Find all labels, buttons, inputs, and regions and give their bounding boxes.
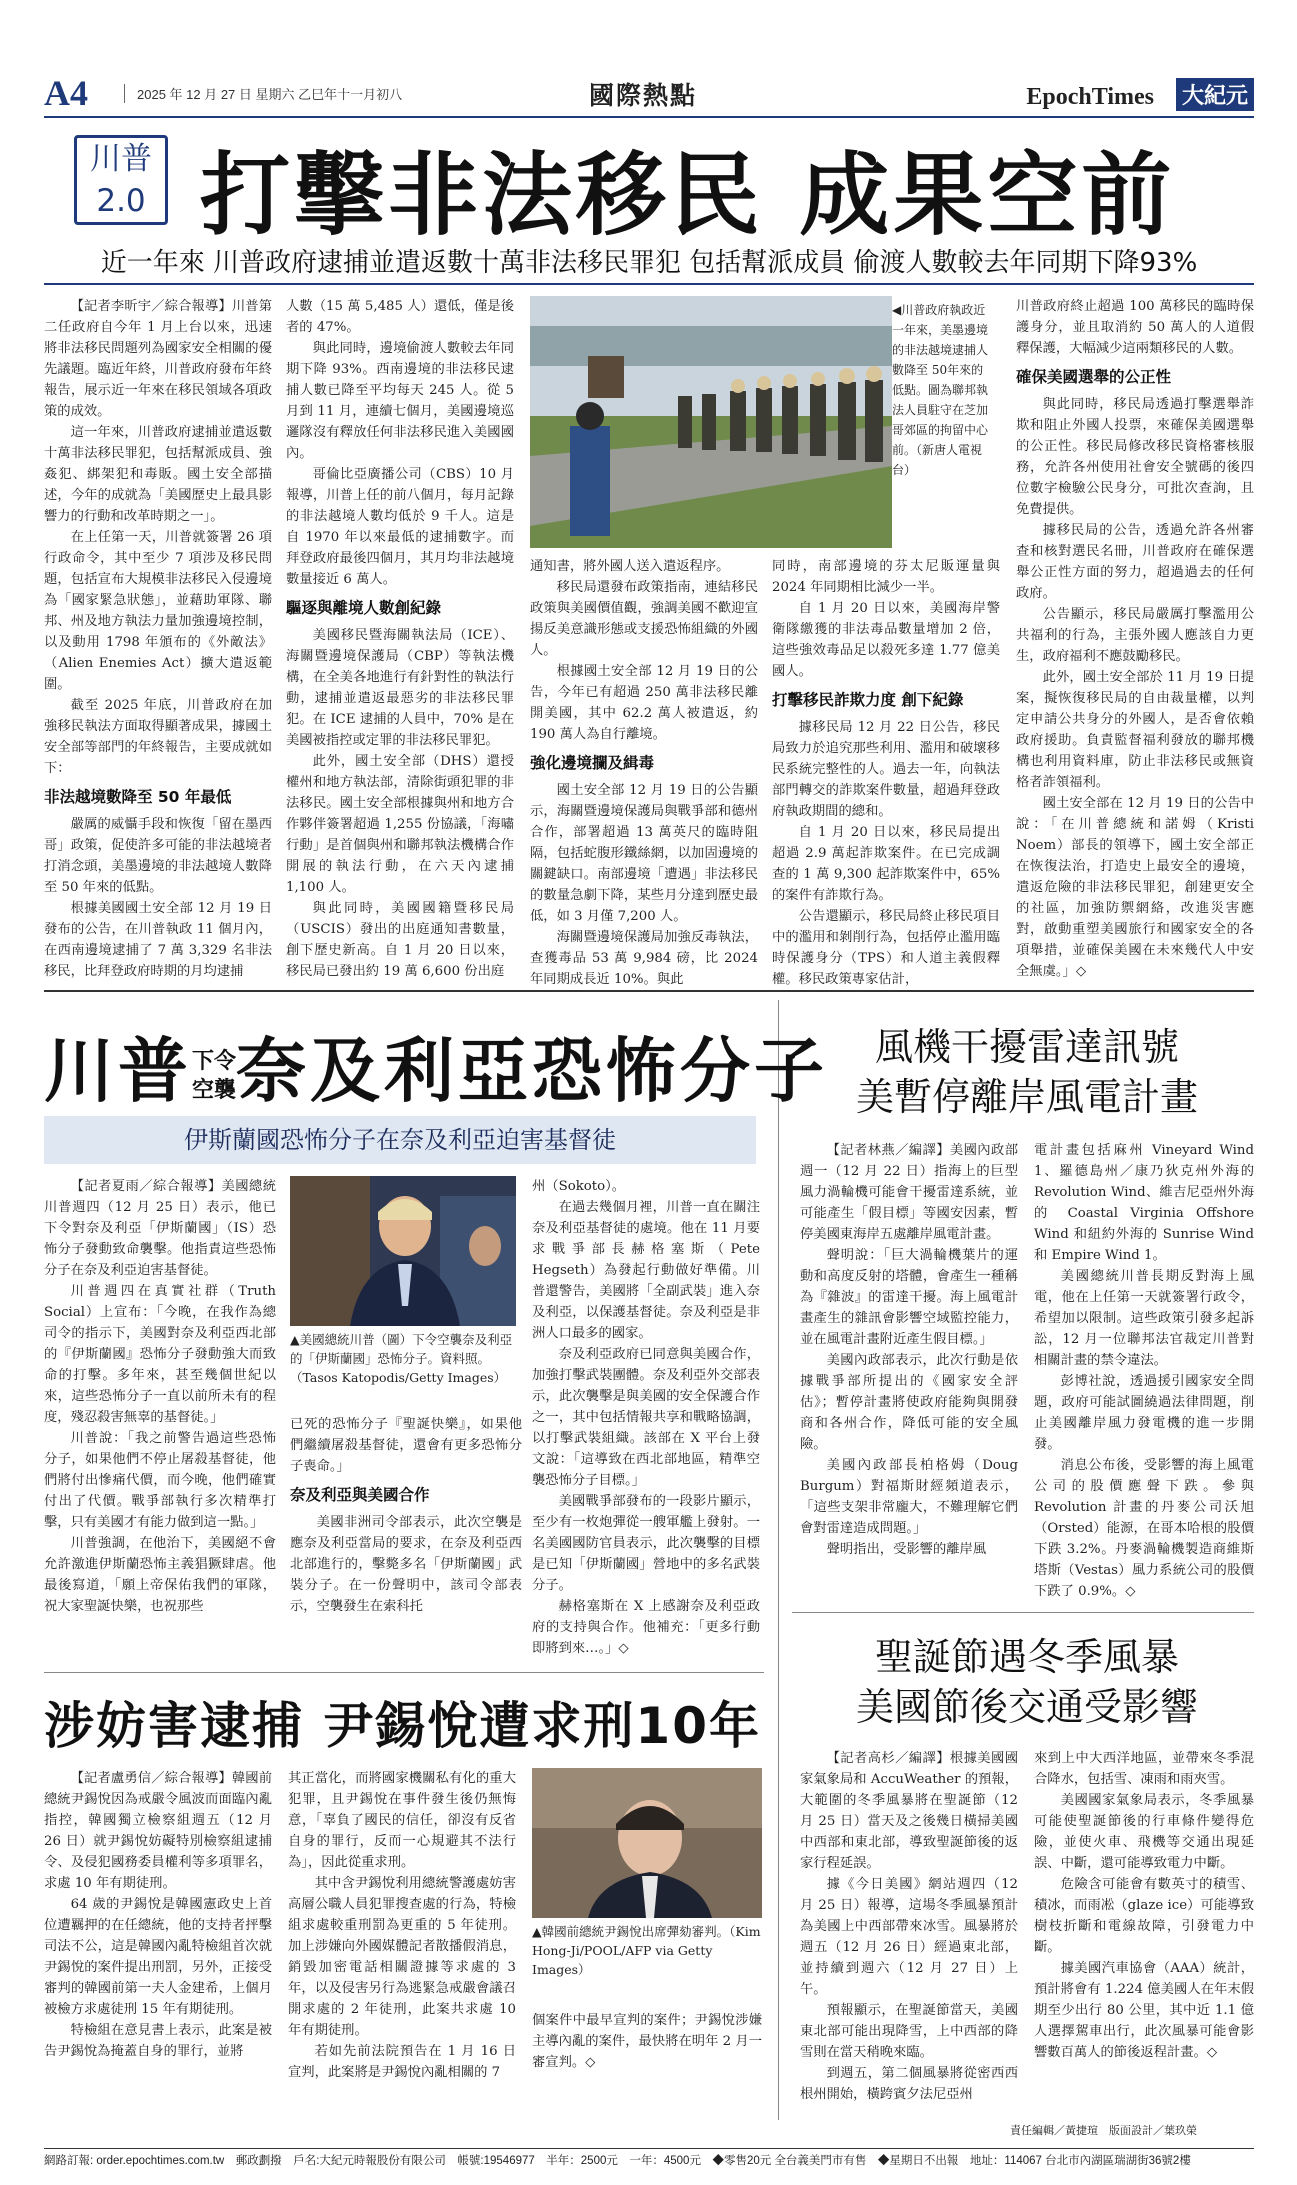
headline-stack	[192, 1047, 236, 1105]
issue-date: 2025 年 12 月 27 日 星期六 乙巳年十一月初八	[124, 84, 402, 103]
headline-line: 美暫停離岸風電計畫	[855, 1075, 1198, 1119]
headline-line: 風機干擾雷達訊號	[874, 1025, 1179, 1069]
nigeria-subhead: 伊斯蘭國恐怖分子在奈及利亞迫害基督徒	[44, 1116, 756, 1164]
paragraph: 美國非洲司令部表示，此次空襲是應奈及利亞當局的要求，在奈及利亞西北部進行的，擊斃多名「伊斯蘭國」武裝分子。在一份聲明中，該司令部表示，空襲發生在索科托	[290, 1515, 522, 1614]
paragraph: 同時，南部邊境的芬太尼販運量與 2024 年同期相比減少一半。	[772, 559, 1000, 595]
paragraph: 其正當化，而將國家機關私有化的重大犯罪，且尹錫悅在事件發生後仍無悔意，「辜負了國民的信任，卻沒有反省自身的罪行，反而一心規避其不法行為」，因此從重求刑。	[288, 1771, 516, 1870]
paragraph: 與此同時，邊境偷渡人數較去年同期下降 93%。西南邊境的非法移民逮捕人數已降至平均每天 245 人。從 5 月到 11 月，連續七個月，美國邊境巡邏隊沒有釋放任何非法移民進入美國國內。	[286, 341, 514, 461]
lead-column-1	[44, 296, 272, 979]
stack-word: 空襲	[192, 1077, 237, 1103]
paragraph: 在過去幾個月裡，川普一直在關注奈及利亞基督徒的處境。他在 11 月要求戰爭部長赫格塞斯（Pete Hegseth）為發起行動做好準備。川普還警告，美國將「全副武裝」進入奈及利亞，以保護基督徒。奈及利亞是非洲人口最多的國家。	[532, 1200, 760, 1341]
yoon-photo	[532, 1768, 762, 1918]
nigeria-column-2	[290, 1414, 522, 1664]
lead-column-2	[286, 296, 514, 979]
paragraph: 據美國汽車協會（AAA）統計，預計將會有 1.224 億美國人在年末假期至少出行 80 公里，其中近 1.1 億人選擇駕車出行，此次風暴可能會影響數百萬人的節後返程計畫。◇	[1034, 1961, 1254, 2060]
paragraph: 據移民局的公告，透過允許各州審查和核對選民名冊，川普政府在確保選舉公正性方面的努力，超過過去的任何政府。	[1016, 523, 1254, 601]
wind-headline	[800, 1022, 1254, 1122]
paragraph: 美國內政部長柏格姆（Doug Burgum）對福斯財經頻道表示，「這些支架非常龐大，不難理解它們會對雷達造成問題。」	[800, 1458, 1018, 1536]
paragraph: 通知書，將外國人送入遣返程序。	[530, 559, 730, 574]
paragraph: 危險含可能會有數英寸的積雪、積冰，而雨凇（glaze ice）可能導致樹枝折斷和電線故障，引發電力中斷。	[1034, 1877, 1254, 1955]
paragraph: 美國國家氣象局表示，冬季風暴可能使聖誕節後的行車條件變得危險，並使火車、飛機等交通出現延誤、中斷，還可能導致電力中斷。	[1034, 1793, 1254, 1871]
paragraph: 川普強調，在他治下，美國絕不會允許激進伊斯蘭恐怖主義猖獗肆虐。他最後寫道，「願上帝保佑我們的軍隊，祝大家聖誕快樂，也祝那些	[44, 1536, 276, 1614]
paragraph: 移民局還發布政策指南，連結移民政策與美國價值觀，強調美國不歡迎宣揚反美意識形態或支援恐怖組織的外國人。	[530, 580, 758, 658]
logo-badge: 大紀元	[1176, 78, 1254, 111]
paragraph: 國土安全部在 12 月 19 日的公告中說：「在川普總統和諾姆（Kristi Noem）部長的領導下，國土安全部正在恢復法治，打造史上最安全的邊境，遣返危險的非法移民罪犯，創建更安全的社區，加強防禦網絡，改進災害應對，啟動重塑美國旅行和國家安全的各項舉措，並確保美國在未來幾代人中安全無虞。」◇	[1016, 796, 1254, 979]
headline-part: 奈及利亞恐怖分子	[236, 1030, 829, 1112]
yoon-column-3	[532, 2010, 762, 2120]
lead-column-4	[772, 556, 1000, 987]
paragraph: 據《今日美國》網站週四（12 月 25 日）報導，這場冬季風暴預計為美國上中西部帶來冰雪。風暴將於週五（12 月 26 日）經過東北部，並持續到週六（12 月 27 日）上午。	[800, 1877, 1018, 1997]
yoon-column-2	[288, 1768, 516, 2120]
divider	[44, 1672, 764, 1673]
paragraph: 【記者李昕宇／綜合報導】川普第二任政府自今年 1 月上台以來，迅速將非法移民問題列為國家安全相關的優先議題。臨近年終，川普政府發布年終報告，展示近一年來在移民領域各項政策的成效。	[44, 299, 272, 419]
paragraph: 與此同時，移民局透過打擊選舉詐欺和阻止外國人投票，來確保美國選舉的公正性。移民局修改移民資格審核服務，允許各州使用社會安全號碼的後四位數字檢驗公民身分，可批次查詢，且免費提供。	[1016, 397, 1254, 517]
subheading: 確保美國選舉的公正性	[1016, 368, 1172, 386]
storm-headline	[800, 1632, 1254, 1732]
paragraph: 此外，國土安全部（DHS）還授權州和地方執法部，清除街頭犯罪的非法移民。國土安全部根據與州和地方合作夥伴簽署超過 1,255 份協議，「海嘯行動」是首個與州和聯邦執法機構合作開展的執法行動，在六天內逮捕 1,100 人。	[286, 754, 514, 895]
paragraph: 【記者夏雨／綜合報導】美國總統川普週四（12 月 25 日）表示，他已下令對奈及利亞「伊斯蘭國」（IS）恐怖分子發動致命襲擊。他指責這些恐怖分子在奈及利亞迫害基督徒。	[44, 1179, 276, 1278]
paragraph: 美國總統川普長期反對海上風電，他在上任第一天就簽署行政令，希望加以限制。這些政策引發多起訴訟，12 月一位聯邦法官裁定川普對相關計畫的禁令違法。	[1034, 1269, 1254, 1368]
lead-photo-caption: ◀川普政府執政近一年來，美墨邊境的非法越境逮捕人數降至 50年來的低點。圖為聯邦執法人員駐守在芝加哥郊區的拘留中心前。（新唐人電視台）	[892, 303, 989, 477]
logo-text: EpochTimes	[1026, 84, 1154, 110]
headline-line: 聖誕節遇冬季風暴	[874, 1635, 1179, 1679]
wind-column-1	[800, 1140, 1018, 1600]
paragraph: 其中含尹錫悅利用總統警護處妨害高層公職人員犯罪搜查處的行為，特檢組求處較重刑罰為更重的 5 年徒刑。加上涉嫌向外國媒體記者散播假消息，銷毀加密電話相關證據等求處的 3 年，以及侵害另行為逃緊急戒嚴會議召開求處的 2 年徒刑，此案共求處 10 年有期徒刑。	[288, 1876, 516, 2038]
paragraph: 根據國土安全部 12 月 19 日的公告，今年已有超過 250 萬非法移民離開美國，其中 62.2 萬人被遣返，約 190 萬人為自行離境。	[530, 664, 758, 742]
series-tag	[74, 135, 168, 225]
storm-column-2	[1034, 1748, 1254, 2120]
paragraph: 聲明指出，受影響的離岸風	[826, 1542, 987, 1557]
lead-subhead: 近一年來 川普政府逮捕並遣返數十萬非法移民罪犯 包括幫派成員 偷渡人數較去年同期下降93%	[100, 248, 1198, 278]
paragraph: 海關暨邊境保護局加強反毒執法，查獲毒品 53 萬 9,984 磅，比 2024 年同期成長近 10%。與此	[530, 930, 758, 987]
paragraph: 公告還顯示，移民局終止移民項目中的濫用和剝削行為，包括停止濫用臨時保護身分（TPS）和人道主義假釋權。移民政策專家估計，	[772, 909, 1000, 987]
paragraph: 美國戰爭部發布的一段影片顯示，至少有一枚炮彈從一艘軍艦上發射。一名美國國防官員表示，此次襲擊的目標是已知「伊斯蘭國」營地中的多名武裝分子。	[532, 1494, 760, 1593]
lead-column-5	[1016, 296, 1254, 979]
series-tag-line2: 2.0	[96, 183, 146, 219]
nigeria-column-3	[532, 1176, 760, 1664]
paragraph: 到週五，第二個風暴將從密西西根州開始，橫跨賓夕法尼亞州	[800, 2066, 1018, 2102]
yoon-column-1	[44, 1768, 272, 2120]
storm-column-1	[800, 1748, 1018, 2120]
paragraph: 聲明說：「巨大渦輪機葉片的運動和高度反射的塔體，會產生一種稱為『雜波』的雷達干擾。海上風電計畫產生的雜訊會影響空域監控能力，並在風電計畫附近產生假目標。」	[800, 1248, 1018, 1347]
headline-part: 川普	[44, 1030, 192, 1112]
editor-credit: 責任編輯／黃捷瑄 版面設計／葉玖榮	[1010, 2125, 1197, 2137]
section-title: 國際熱點	[589, 81, 698, 110]
divider	[44, 283, 1254, 285]
divider	[44, 990, 1254, 992]
paragraph: 赫格塞斯在 X 上感謝奈及利亞政府的支持與合作。他補充：「更多行動即將到來…。」◇	[532, 1599, 760, 1656]
paragraph: 特檢組在意見書上表示，此案是被告尹錫悅為掩蓋自身的罪行，並將	[44, 2023, 272, 2059]
column-divider	[778, 1000, 779, 2120]
paragraph: 公告顯示，移民局嚴厲打擊濫用公共福利的行為，主張外國人應該自力更生，政府福利不應鼓勵移民。	[1016, 607, 1254, 664]
nigeria-headline	[44, 1015, 828, 1116]
paragraph: 國土安全部 12 月 19 日的公告顯示，海關暨邊境保護局與戰爭部和德州合作，部署超過 13 萬英尺的臨時阻隔，包括蛇腹形鐵絲網，以加固邊境的關鍵缺口。南部邊境「遭遇」非法移民的數量急劇下降，某些月分達到歷史最低，如 3 月僅 7,200 人。	[530, 783, 758, 924]
nigeria-column-1	[44, 1176, 276, 1664]
paragraph: 嚴厲的威懾手段和恢復「留在墨西哥」政策，促使許多可能的非法越境者打消念頭，美墨邊境的非法越境人數降至 50 年來的低點。	[44, 817, 272, 895]
paragraph: 電計畫包括麻州 Vineyard Wind 1、羅德島州／康乃狄克州外海的 Revolution Wind、維吉尼亞州外海的 Coastal Virginia Offshore Wind 和紐約外海的 Sunrise Wind 和 Empire Wind 1。	[1034, 1143, 1254, 1263]
border-patrol-photo	[530, 296, 892, 548]
trump-photo-caption: ▲美國總統川普（圖）下令空襲奈及利亞的「伊斯蘭國」恐怖分子。資料照。（Tasos Katopodis/Getty Images）	[290, 1332, 513, 1385]
page-number: A4	[44, 73, 88, 113]
divider	[792, 1612, 1254, 1613]
subheading: 打擊移民詐欺力度 創下紀錄	[772, 691, 964, 709]
page-footer: 網路訂報: order.epochtimes.com.tw 郵政劃撥 戶名:大紀元時報股份有限公司 帳號:19546977 半年：2500元 一年：4500元 ◆零售20元 全台義美門市有售 ◆星期日不出報 地址：114067 台北市內湖區瑞湖街36號2樓	[44, 2148, 1254, 2172]
paragraph: 彭博社說，透過援引國家安全問題，政府可能試圖繞過法律問題，削止美國離岸風力發電機的進一步開發。	[1034, 1374, 1254, 1452]
paragraph: 人數（15 萬 5,485 人）還低，僅是後者的 47%。	[286, 299, 514, 335]
paragraph: 截至 2025 年底，川普政府在加強移民執法方面取得顯著成果，據國土安全部等部門的年終報告，主要成就如下：	[44, 698, 272, 776]
paragraph: 【記者林燕／編譯】美國內政部週一（12 月 22 日）指海上的巨型風力渦輪機可能會干擾雷達系統，並可能產生「假目標」等國安因素，暫停美國東海岸五處離岸風電計畫。	[800, 1143, 1018, 1242]
subheading: 驅逐與離境人數創紀錄	[286, 599, 442, 617]
paragraph: 【記者高杉／編譯】根據美國國家氣象局和 AccuWeather 的預報，大範圍的冬季風暴將在聖誕節（12 月 25 日）當天及之後幾日橫掃美國中西部和東北部，導致聖誕節後的返家行程延誤。	[800, 1751, 1018, 1871]
yoon-headline: 涉妨害逮捕 尹錫悅遭求刑10年	[44, 1697, 761, 1755]
lead-column-3	[530, 556, 758, 987]
paragraph: 與此同時，美國國籍暨移民局（USCIS）發出的出庭通知書數量，創下歷史新高。自 1 月 20 日以來，移民局已發出約 19 萬 6,600 份出庭	[286, 901, 514, 979]
paragraph: 若如先前法院預告在 1 月 16 日宣判，此案將是尹錫悅內亂相關的 7	[288, 2044, 516, 2080]
yoon-photo-caption: ▲韓國前總統尹錫悅出席彈劾審判。（Kim Hong-Ji/POOL/AFP via Getty Images）	[532, 1924, 761, 1977]
paragraph: 這一年來，川普政府逮捕並遣返數十萬非法移民罪犯，包括幫派成員、強姦犯、綁架犯和毒販。國土安全部描述，今年的成就為「美國歷史上最具影響力的行動和改革時期之一」。	[44, 425, 272, 524]
paragraph: 已死的恐怖分子『聖誕快樂』，如果他們繼續屠殺基督徒，還會有更多恐怖分子喪命。」	[290, 1417, 522, 1474]
lead-headline: 打擊非法移民 成果空前	[200, 143, 1176, 248]
paragraph: 哥倫比亞廣播公司（CBS）10 月報導，川普上任的前八個月，每月記錄的非法越境人數均低於 9 千人。這是自 1970 年以來最低的逮捕數字。而拜登政府最後四個月，其月均非法越境數量接近 6 萬人。	[286, 467, 514, 587]
paragraph: 美國移民暨海關執法局（ICE）、海關暨邊境保護局（CBP）等執法機構，在全美各地進行有針對性的執法行動，逮捕並遣返最惡劣的非法移民罪犯。在 ICE 逮捕的人員中，70% 是在美國被指控或定罪的非法移民罪犯。	[286, 628, 514, 748]
paragraph: 自 1 月 20 日以來，美國海岸警衛隊繳獲的非法毒品數量增加 2 倍，這些強效毒品足以殺死多達 1.77 億美國人。	[772, 601, 1000, 679]
stack-word: 下令	[192, 1048, 237, 1074]
paragraph: 州（Sokoto）。	[532, 1179, 626, 1194]
paragraph: 川普週四在真實社群（Truth Social）上宣布：「今晚，在我作為總司令的指示下，美國對奈及利亞西北部的『伊斯蘭國』恐怖分子發動強大而致命的打擊。多年來，甚至幾個世紀以來，這些恐怖分子一直以前所未有的程度，殘忍殺害無辜的基督徒。」	[44, 1284, 276, 1425]
paragraph: 來到上中大西洋地區，並帶來冬季混合降水，包括雪、凍雨和雨夾雪。	[1034, 1751, 1254, 1787]
subheading: 非法越境數降至 50 年最低	[44, 788, 232, 806]
subheading: 奈及利亞與美國合作	[290, 1486, 430, 1504]
paragraph: 川普說：「我之前警告過這些恐怖分子，如果他們不停止屠殺基督徒，他們將付出慘痛代價，而今晚，他們確實付出了代價。戰爭部執行多次精準打擊，只有美國才有能力做到這一點。」	[44, 1431, 276, 1530]
headline-line: 美國節後交通受影響	[855, 1685, 1198, 1729]
paragraph: 此外，國土安全部於 11 月 19 日提案，擬恢復移民局的自由裁量權，以判定申請公共身分的外國人，是否會依賴政府援助。負責監督福利發放的聯邦機構也利用資料庫，防止非法移民或無資格者詐領福利。	[1016, 670, 1254, 790]
paragraph: 預報顯示，在聖誕節當天，美國東北部可能出現降雪，上中西部的降雪則在當天稍晚來臨。	[800, 2003, 1018, 2060]
paragraph: 【記者盧勇信／綜合報導】韓國前總統尹錫悅因為戒嚴令風波而面臨內亂指控，韓國獨立檢察組週五（12 月 26 日）就尹錫悅妨礙特別檢察組逮捕令、及侵犯國務委員權利等多項罪名，求處 10 年有期徒刑。	[44, 1771, 272, 1891]
paragraph: 自 1 月 20 日以來，移民局提出超過 2.9 萬起詐欺案件。在已完成調查的 1 萬 9,300 起詐欺案件中，65% 的案件有詐欺行為。	[772, 825, 1000, 903]
wind-column-2	[1034, 1140, 1254, 1600]
paragraph: 根據美國國土安全部 12 月 19 日發布的公告，在川普執政 11 個月內，在西南邊境逮捕了 7 萬 3,329 名非法移民，比拜登政府時期的月均逮捕	[44, 901, 272, 979]
series-tag-line1: 川普	[90, 141, 152, 177]
paragraph: 川普政府終止超過 100 萬移民的臨時保護身分，並且取消約 50 萬人的人道假釋保護，大幅減少這兩類移民的人數。	[1016, 299, 1254, 356]
paragraph: 奈及利亞政府已同意與美國合作，加強打擊武裝團體。奈及利亞外交部表示，此次襲擊是與美國的安全保護合作之一，其中包括情報共享和戰略協調，以打擊武裝組織。該部在 X 平台上發文說：「這導致在西北部地區，精準空襲恐怖分子目標。」	[532, 1347, 760, 1488]
paragraph: 消息公布後，受影響的海上風電公司的股價應聲下跌。參與 Revolution 計畫的丹麥公司沃旭（Orsted）能源，在哥本哈根的股價下跌 3.2%。丹麥渦輪機製造商維斯塔斯（Vestas）風力系統公司的股價下跌了 0.9%。◇	[1034, 1458, 1254, 1599]
paragraph: 美國內政部表示，此次行動是依據戰爭部所提出的《國家安全評估》；暫停計畫將使政府能夠與開發商和各州合作，降低可能的安全風險。	[800, 1353, 1018, 1452]
paragraph: 個案件中最早宣判的案件；尹錫悅涉嫌主導內亂的案件，最快將在明年 2 月一審宣判。◇	[532, 2013, 762, 2070]
paragraph: 據移民局 12 月 22 日公告，移民局致力於追究那些利用、濫用和破壞移民系統完整性的人。過去一年，向執法部門轉交的詐欺案件數量，超過拜登政府執政期間的總和。	[772, 720, 1000, 819]
paragraph: 在上任第一天，川普就簽署 26 項行政命令，其中至少 7 項涉及移民問題，包括宣布大規模非法移民入侵邊境為「國家緊急狀態」，並藉助軍隊、聯邦、州及地方執法力量加強邊境控制，以及動用 1798 年頒布的《外敵法》（Alien Enemies Act）擴大遣返範圍。	[44, 530, 272, 692]
header-bar	[44, 70, 1254, 118]
paragraph: 64 歲的尹錫悅是韓國憲政史上首位遭羈押的在任總統，他的支持者抨擊司法不公，這是韓國內亂特檢組首次就尹錫悅的案件提出刑罰，另外，正接受審判的韓國前第一夫人金建希，上個月被檢方求處徒刑 15 年有期徒刑。	[44, 1897, 272, 2017]
subheading: 強化邊境攔及緝毒	[530, 754, 655, 772]
trump-photo	[290, 1176, 516, 1326]
